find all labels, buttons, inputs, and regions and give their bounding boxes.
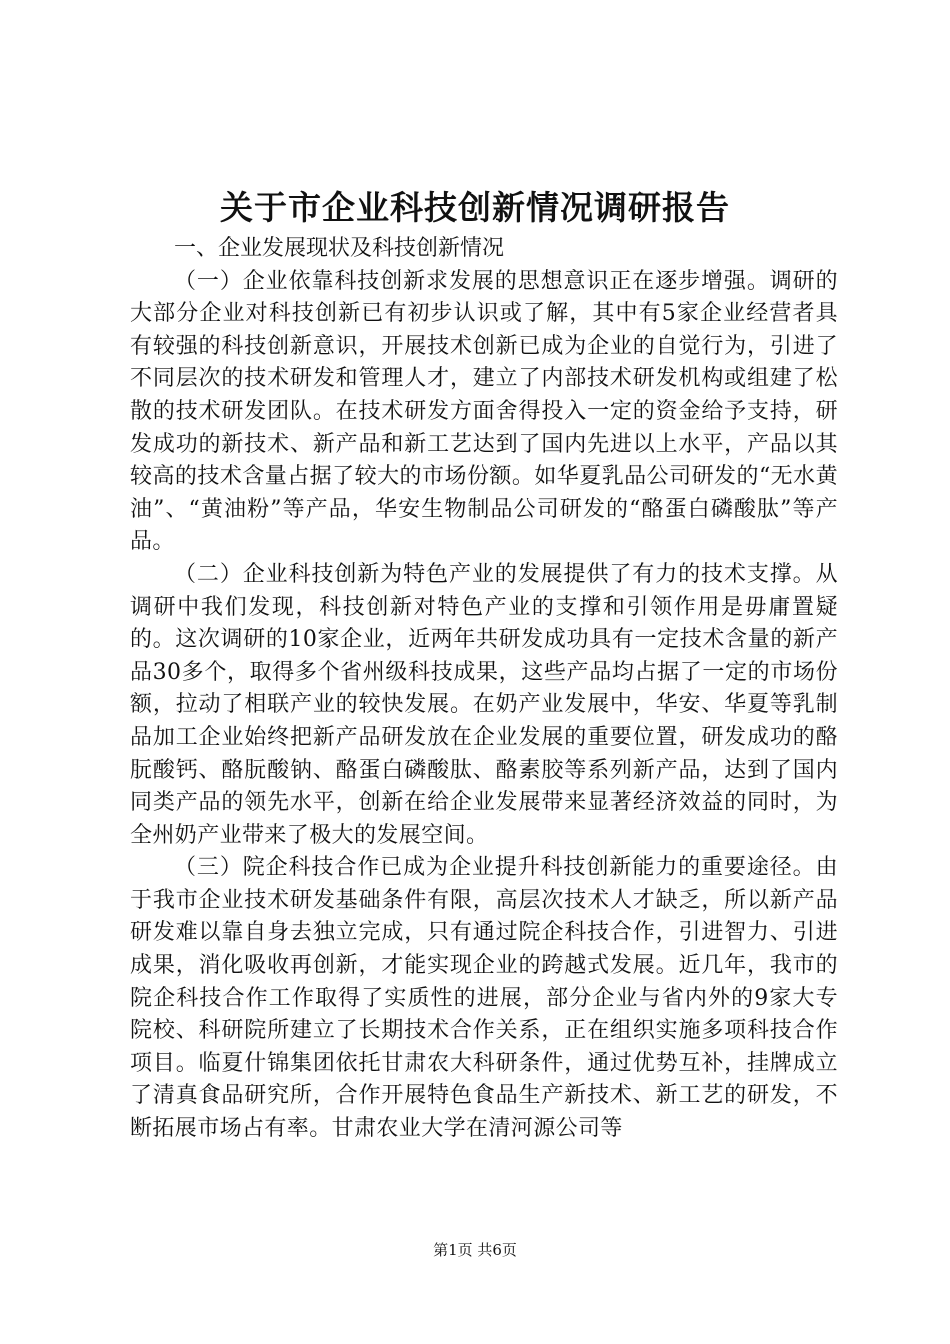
paragraph-3: （三）院企科技合作已成为企业提升科技创新能力的重要途径。由于我市企业技术研发基础条件有限，高层次技术人才缺乏，所以新产品研发难以靠自身去独立完成，只有通过院企科技合作，引进智力、引进成果，消化吸收再创新，才能实现企业的跨越式发展。近几年，我市的院企科技合作工作取得了实质性的进展，部分企业与省内外的9家大专院校、科研院所建立了长期技术合作关系，正在组织实施多项科技合作项目。临夏什锦集团依托甘肃农大科研条件，通过优势互补，挂牌成立了清真食品研究所，合作开展特色食品生产新技术、新工艺的研发，不断拓展市场占有率。甘肃农业大学在清河源公司等 (130, 855, 838, 1142)
section-heading: 一、企业发展现状及科技创新情况 (174, 236, 505, 261)
page-footer: 第1页 共6页 (433, 1241, 517, 1259)
document-body (130, 233, 838, 1146)
paragraph-1: （一）企业依靠科技创新求发展的思想意识正在逐步增强。调研的大部分企业对科技创新已有初步认识或了解，其中有5家企业经营者具有较强的科技创新意识，开展技术创新已成为企业的自觉行为，引进了不同层次的技术研发和管理人才，建立了内部技术研发机构或组建了松散的技术研发团队。在技术研发方面舍得投入一定的资金给予支持，研发成功的新技术、新产品和新工艺达到了国内先进以上水平，产品以其较高的技术含量占据了较大的市场份额。如华夏乳品公司研发的“无水黄油”、“黄油粉”等产品，华安生物制品公司研发的“酪蛋白磷酸肽”等产品。 (130, 268, 838, 555)
paragraph-2: （二）企业科技创新为特色产业的发展提供了有力的技术支撑。从调研中我们发现，科技创新对特色产业的支撑和引领作用是毋庸置疑的。这次调研的10家企业，近两年共研发成功具有一定技术含量的新产品30多个，取得多个省州级科技成果，这些产品均占据了一定的市场份额，拉动了相联产业的较快发展。在奶产业发展中，华安、华夏等乳制品加工企业始终把新产品研发放在企业发展的重要位置，研发成功的酪朊酸钙、酪朊酸钠、酪蛋白磷酸肽、酪素胶等系列新产品，达到了国内同类产品的领先水平，创新在给企业发展带来显著经济效益的同时，为全州奶产业带来了极大的发展空间。 (130, 561, 838, 848)
document-title: 关于市企业科技创新情况调研报告 (220, 188, 730, 227)
